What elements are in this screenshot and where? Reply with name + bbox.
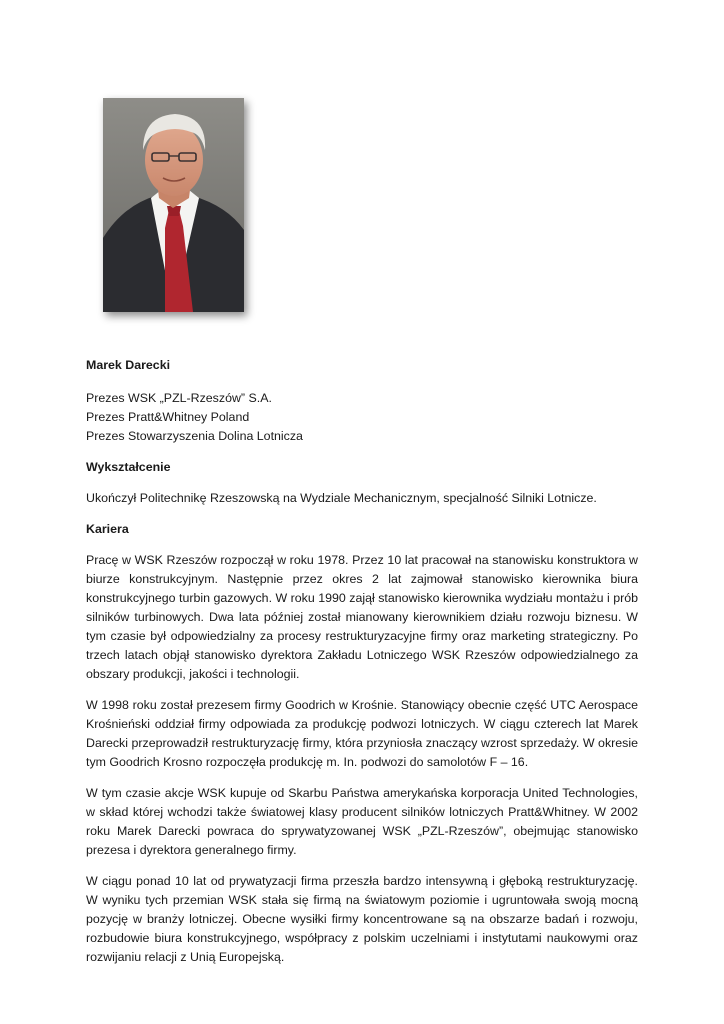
career-paragraph: W tym czasie akcje WSK kupuje od Skarbu Państwa amerykańska korporacja United Technologies, w skład której wchodzi także światowej klasy producent silników lotniczych Pratt&Whitney. W 2002 roku Marek Darecki powraca do sprywatyzowanej WSK „PZL-Rzeszów”, obejmując stanowisko prezesa i dyrektora generalnego firmy. <box>86 786 638 857</box>
education-text: Ukończył Politechnikę Rzeszowską na Wydziale Mechanicznym, specjalność Silniki Lotnicze. <box>86 491 597 505</box>
portrait-photo <box>103 98 244 312</box>
roles-list <box>86 389 638 446</box>
person-name: Marek Darecki <box>86 358 171 372</box>
role-item: Prezes Stowarzyszenia Dolina Lotnicza <box>86 429 303 443</box>
role-item: Prezes WSK „PZL-Rzeszów” S.A. <box>86 391 272 405</box>
career-heading: Kariera <box>86 522 129 536</box>
career-paragraph: W 1998 roku został prezesem firmy Goodrich w Krośnie. Stanowiący obecnie część UTC Aerospace Krośnieński oddział firmy odpowiada za produkcję podwozi lotniczych. W ciągu czterech lat Marek Darecki przeprowadził restrukturyzację firmy, która przyniosła znaczący wzrost sprzedaży. W okresie tym Goodrich Krosno rozpoczęła produkcję m. In. podwozi do samolotów F – 16. <box>86 698 638 769</box>
education-heading: Wykształcenie <box>86 460 171 474</box>
biography-text <box>86 356 638 979</box>
role-item: Prezes Pratt&Whitney Poland <box>86 410 250 424</box>
career-paragraph: Pracę w WSK Rzeszów rozpoczął w roku 1978. Przez 10 lat pracował na stanowisku konstruktora w biurze konstrukcyjnym. Następnie przez okres 2 lat zajmował stanowisko kierownika biura konstrukcyjnego turbin gazowych. W roku 1990 zajął stanowisko kierownika wydziału montażu i prób silników turbinowych. Dwa lata później został mianowany kierownikiem działu rozwoju biznesu. W tym czasie był odpowiedzialny za procesy restrukturyzacyjne firmy oraz marketing strategiczny. Po trzech latach objął stanowisko dyrektora Zakładu Lotniczego WSK Rzeszów odpowiedzialnego za obszary produkcji, jakości i technologii. <box>86 553 638 681</box>
career-paragraph: W ciągu ponad 10 lat od prywatyzacji firma przeszła bardzo intensywną i głęboką restrukturyzację. W wyniku tych przemian WSK stała się firmą na światowym poziomie i ugruntowała swoją mocną pozycję w branży lotniczej. Obecne wysiłki firmy koncentrowane są na obszarze badań i rozwoju, rozbudowie biura konstrukcyjnego, współpracy z polskim uczelniami i instytutami naukowymi oraz rozwijaniu relacji z Unią Europejską. <box>86 874 638 964</box>
